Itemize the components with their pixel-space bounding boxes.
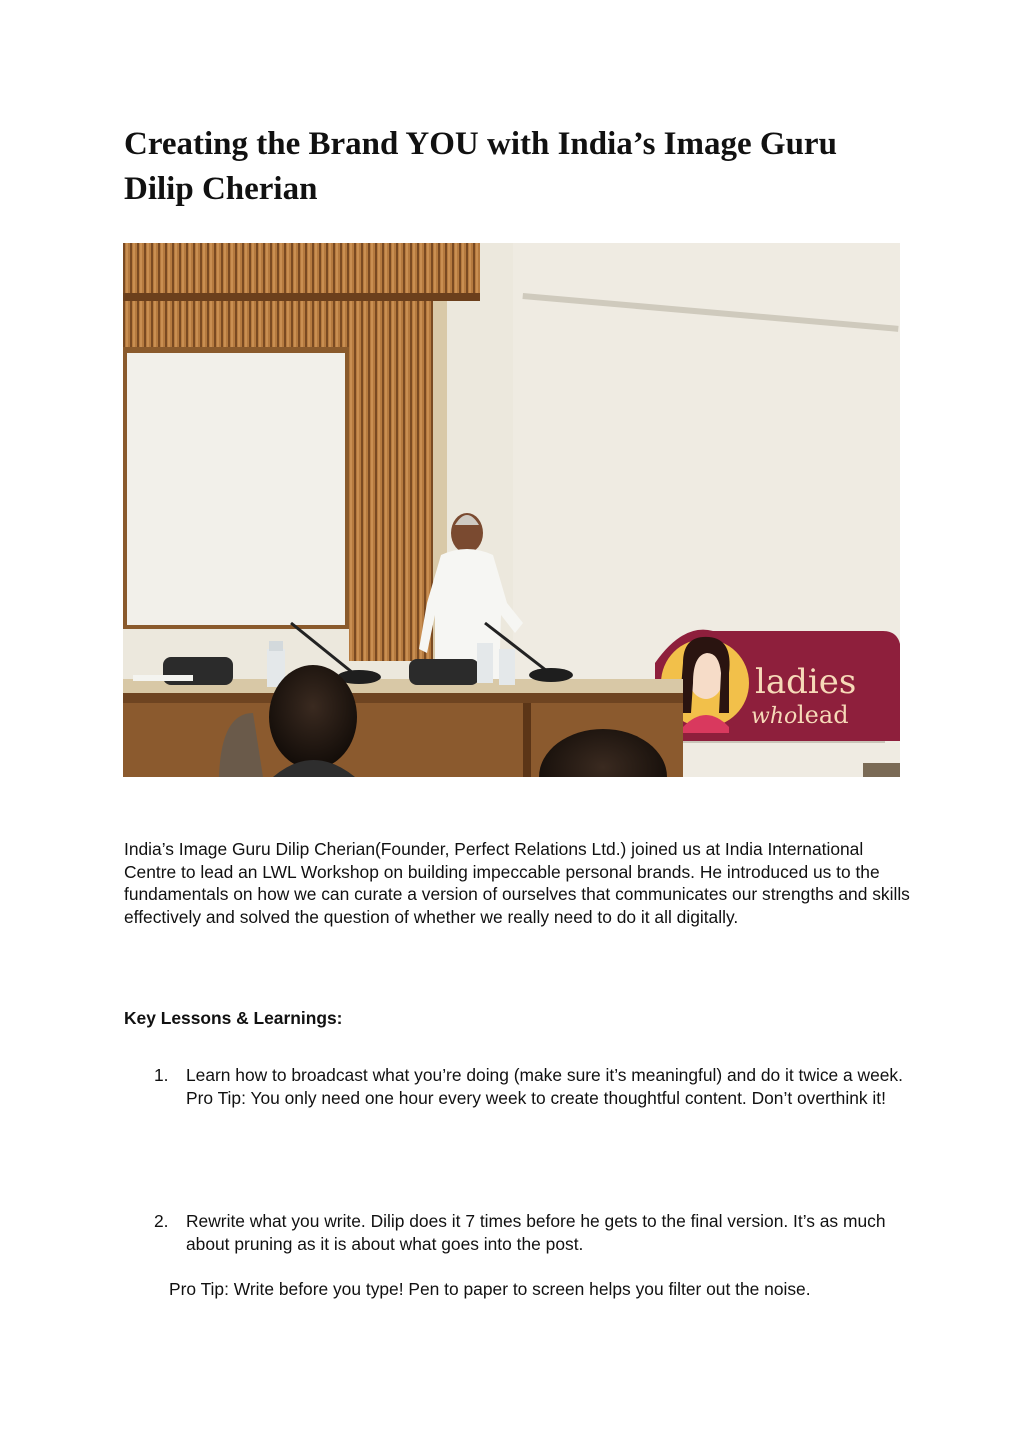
logo-text-lead: lead xyxy=(797,701,849,729)
lesson-text: Learn how to broadcast what you’re doing (make sure it’s meaningful) and do it twice a week. xyxy=(186,1065,903,1085)
intro-paragraph: India’s Image Guru Dilip Cherian(Founder, Perfect Relations Ltd.) joined us at India International Centre to lead an LWL Workshop on building impeccable personal brands. He introduced us to the fundamentals on how we can curate a version of ourselves that communicates our strengths and skills effectively and solved the question of whether we really need to do it all digitally. xyxy=(124,839,910,927)
page-title: Creating the Brand YOU with India’s Image Guru Dilip Cherian xyxy=(124,126,837,207)
final-pro-tip: Pro Tip: Write before you type! Pen to paper to screen helps you filter out the noise. xyxy=(169,1279,811,1299)
lesson-number: 2. xyxy=(154,1211,169,1231)
event-photo xyxy=(123,243,900,777)
lesson-number: 1. xyxy=(154,1065,169,1085)
logo-text-who: who xyxy=(751,704,798,729)
logo-text-ladies: ladies xyxy=(755,662,857,702)
lesson-text: Rewrite what you write. Dilip does it 7 times before he gets to the final version. It’s as much about pruning as it is about what goes into the post. xyxy=(186,1211,886,1254)
lessons-heading: Key Lessons & Learnings: xyxy=(124,1008,343,1028)
lesson-pro-tip: Pro Tip: You only need one hour every week to create thoughtful content. Don’t overthink it! xyxy=(186,1087,886,1108)
